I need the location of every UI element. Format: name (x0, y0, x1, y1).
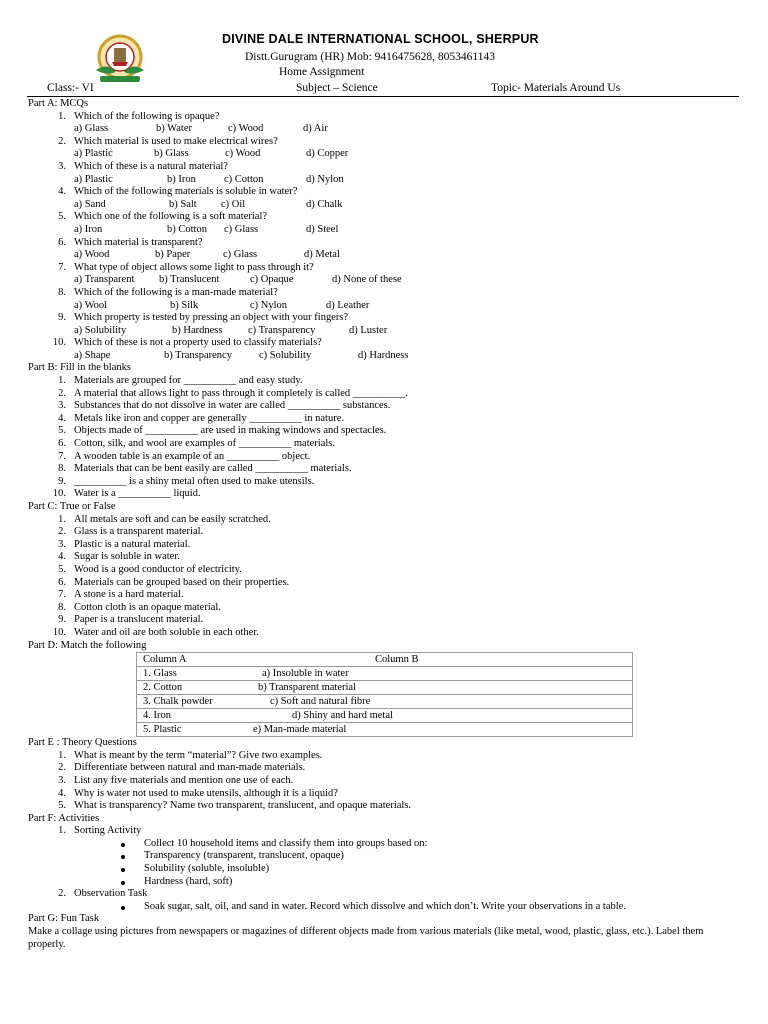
true-false-item (28, 589, 740, 602)
mcq-option: a) Plastic (74, 148, 113, 160)
fill-blank-item (28, 463, 740, 476)
mcq-options (28, 148, 740, 161)
item-number: 8. (58, 601, 66, 613)
question-number: 6. (58, 236, 66, 248)
mcq-option: a) Wood (74, 249, 110, 261)
question-number: 10. (52, 337, 66, 349)
question-text: Which material is used to make electrical wires? (74, 135, 278, 147)
fill-blank-item (28, 476, 740, 489)
question-text: Which of these is not a property used to classify materials? (74, 337, 322, 349)
mcq-option: c) Nylon (250, 299, 288, 311)
mcq-options (28, 174, 740, 187)
true-false-list (28, 514, 740, 640)
item-text: What is transparency? Name two transparent, translucent, and opaque materials. (74, 800, 412, 812)
true-false-item (28, 602, 740, 615)
mcq-option: b) Glass (154, 148, 189, 160)
fill-blank-item (28, 488, 740, 501)
item-number: 3. (58, 538, 66, 550)
mcq-option: d) Leather (326, 299, 370, 311)
theory-question (28, 762, 740, 775)
fill-blank-item (28, 451, 740, 464)
item-number: 7. (58, 589, 66, 601)
match-left: 3. Chalk powder (143, 696, 213, 708)
match-right: d) Shiny and hard metal (292, 710, 393, 722)
mcq-option: c) Glass (224, 223, 259, 235)
class-label: Class:- VI (47, 82, 94, 94)
bullet-item (28, 863, 740, 876)
true-false-item (28, 577, 740, 590)
mcq-option: a) Iron (74, 223, 103, 235)
bullet-text: Hardness (hard, soft) (144, 875, 233, 887)
item-number: 2. (58, 387, 66, 399)
mcq-option: c) Solubility (259, 349, 312, 361)
bullet-dot-icon (121, 855, 125, 859)
theory-question (28, 788, 740, 801)
item-text: List any five materials and mention one use of each. (74, 774, 294, 786)
bullet-dot-icon (121, 881, 125, 885)
item-text: Differentiate between natural and man-made materials. (74, 762, 306, 774)
mcq-option: b) Water (156, 123, 192, 135)
question-text: Which of these is a natural material? (74, 160, 228, 172)
item-number: 7. (58, 450, 66, 462)
item-number: 6. (58, 438, 66, 450)
item-text: Paper is a translucent material. (74, 614, 204, 626)
item-number: 3. (58, 774, 66, 786)
question-number: 2. (58, 135, 66, 147)
question-text: Which of the following materials is soluble in water? (74, 186, 298, 198)
match-row (137, 667, 633, 681)
item-text: Objects made of __________ are used in making windows and spectacles. (74, 425, 387, 437)
true-false-item (28, 514, 740, 527)
fill-blank-item (28, 375, 740, 388)
fill-blanks-list (28, 375, 740, 501)
assignment-title: Home Assignment (279, 66, 365, 78)
mcq-option: d) Luster (349, 324, 388, 336)
mcq-question (28, 262, 740, 275)
mcq-options (28, 350, 740, 363)
column-b-header: Column B (375, 654, 419, 666)
true-false-item (28, 627, 740, 640)
mcq-option: a) Solubility (74, 324, 127, 336)
mcq-question (28, 186, 740, 199)
mcq-option: b) Iron (167, 173, 196, 185)
item-text: Materials are grouped for __________ and easy study. (74, 375, 303, 387)
item-number: 9. (58, 475, 66, 487)
bullet-text: Collect 10 household items and classify them into groups based on: (144, 837, 428, 849)
item-number: 2. (58, 526, 66, 538)
bullet-item (28, 901, 740, 914)
activity-number: 1. (58, 825, 66, 837)
item-text: Substances that do not dissolve in water are called __________ substances. (74, 400, 391, 412)
mcq-option: c) Opaque (250, 274, 294, 286)
question-number: 7. (58, 261, 66, 273)
school-name: DIVINE DALE INTERNATIONAL SCHOOL, SHERPUR (222, 32, 539, 46)
item-text: Cotton cloth is an opaque material. (74, 601, 221, 613)
match-header-row (137, 653, 633, 667)
part-f-title: Part F: Activities (28, 812, 100, 824)
theory-question (28, 750, 740, 763)
true-false-item (28, 564, 740, 577)
question-text: What type of object allows some light to pass through it? (74, 261, 314, 273)
question-text: Which of the following is opaque? (74, 110, 220, 122)
item-text: Sugar is soluble in water. (74, 551, 180, 563)
item-number: 4. (58, 551, 66, 563)
mcq-option: c) Glass (223, 249, 258, 261)
item-text: Cotton, silk, and wool are examples of __________ materials. (74, 438, 335, 450)
match-header-cell (137, 653, 633, 667)
mcq-options (28, 123, 740, 136)
bullet-text: Soak sugar, salt, oil, and sand in water. Record which dissolve and which don’t. Write your observations in a table. (144, 900, 626, 912)
question-number: 5. (58, 211, 66, 223)
part-e-title: Part E : Theory Questions (28, 737, 137, 749)
mcq-question (28, 287, 740, 300)
activity-number: 2. (58, 888, 66, 900)
match-row (137, 695, 633, 709)
item-text: Materials can be grouped based on their properties. (74, 576, 290, 588)
mcq-option: d) Nylon (306, 173, 344, 185)
subject-label: Subject – Science (296, 82, 378, 94)
match-cell (137, 681, 633, 695)
true-false-item (28, 539, 740, 552)
match-right: e) Man-made material (253, 724, 347, 736)
mcq-options (28, 249, 740, 262)
match-row (137, 709, 633, 723)
mcq-option: d) Air (303, 123, 328, 135)
school-logo-icon (88, 32, 152, 88)
item-number: 5. (58, 425, 66, 437)
mcq-option: a) Glass (74, 123, 109, 135)
question-number: 9. (58, 312, 66, 324)
part-d-title: Part D: Match the following (28, 639, 147, 651)
bullet-dot-icon (121, 868, 125, 872)
school-contact: Distt.Gurugram (HR) Mob: 9416475628, 8053461143 (245, 51, 496, 63)
mcq-option: a) Wool (74, 299, 108, 311)
topic-label: Topic- Materials Around Us (491, 82, 621, 94)
mcq-option: a) Transparent (74, 274, 135, 286)
theory-list (28, 750, 740, 813)
match-right: c) Soft and natural fibre (270, 696, 371, 708)
part-b-title: Part B: Fill in the blanks (28, 362, 131, 374)
match-left: 2. Cotton (143, 682, 183, 694)
activity-name: Observation Task (74, 888, 148, 900)
item-text: A material that allows light to pass through it completely is called __________. (74, 387, 408, 399)
mcq-option: d) Hardness (358, 349, 409, 361)
match-table (136, 652, 633, 737)
activity-name: Sorting Activity (74, 825, 142, 837)
match-cell (137, 695, 633, 709)
theory-question (28, 775, 740, 788)
mcq-option: c) Cotton (224, 173, 264, 185)
question-text: Which one of the following is a soft material? (74, 211, 268, 223)
mcq-option: b) Translucent (159, 274, 220, 286)
item-number: 10. (52, 626, 66, 638)
mcq-options (28, 300, 740, 313)
match-left: 4. Iron (143, 710, 171, 722)
part-c-title: Part C: True or False (28, 501, 116, 512)
fun-task-text: Make a collage using pictures from newspapers or magazines of different objects made from various materials (like metal, wood, plastic, glass, etc.). Label them properly. (28, 926, 704, 950)
mcq-option: b) Paper (155, 249, 191, 261)
question-text: Which of the following is a man-made material? (74, 286, 278, 298)
item-number: 8. (58, 463, 66, 475)
mcq-question (28, 237, 740, 250)
mcq-question (28, 161, 740, 174)
mcq-option: b) Salt (169, 198, 197, 210)
item-text: Why is water not used to make utensils, although it is a liquid? (74, 787, 338, 799)
document-header (0, 28, 768, 98)
question-text: Which property is tested by pressing an object with your fingers? (74, 312, 349, 324)
fill-blank-item (28, 438, 740, 451)
item-text: A stone is a hard material. (74, 589, 184, 601)
activity-title (28, 825, 740, 838)
item-text: Materials that can be bent easily are called __________ materials. (74, 463, 352, 475)
bullet-dot-icon (121, 906, 125, 910)
question-number: 8. (58, 286, 66, 298)
activity-bullets (28, 838, 740, 888)
part-a-title: Part A: MCQs (28, 98, 89, 109)
mcq-option: d) None of these (332, 274, 402, 286)
item-number: 10. (52, 488, 66, 500)
item-number: 1. (58, 749, 66, 761)
fill-blank-item (28, 400, 740, 413)
item-number: 5. (58, 563, 66, 575)
mcq-option: b) Hardness (172, 324, 223, 336)
item-text: All metals are soft and can be easily scratched. (74, 513, 271, 525)
mcq-options (28, 325, 740, 338)
fill-blank-item (28, 413, 740, 426)
item-number: 1. (58, 513, 66, 525)
mcq-options (28, 224, 740, 237)
mcq-options (28, 199, 740, 212)
item-number: 4. (58, 412, 66, 424)
item-number: 4. (58, 787, 66, 799)
mcq-question (28, 136, 740, 149)
item-number: 5. (58, 800, 66, 812)
mcq-question (28, 211, 740, 224)
item-number: 2. (58, 762, 66, 774)
mcq-option: d) Metal (304, 249, 340, 261)
item-text: Plastic is a natural material. (74, 538, 191, 550)
match-right: a) Insoluble in water (262, 668, 349, 680)
activity-title (28, 888, 740, 901)
match-row (137, 723, 633, 737)
mcq-option: b) Silk (170, 299, 199, 311)
fill-blank-item (28, 388, 740, 401)
part-g-title: Part G: Fun Task (28, 913, 100, 925)
mcq-list (28, 111, 740, 363)
mcq-option: a) Plastic (74, 173, 113, 185)
mcq-option: a) Sand (74, 198, 106, 210)
activities-list (28, 825, 740, 913)
mcq-question (28, 312, 740, 325)
true-false-item (28, 526, 740, 539)
mcq-question (28, 111, 740, 124)
match-row (137, 681, 633, 695)
bullet-text: Solubility (soluble, insoluble) (144, 863, 270, 875)
column-a-header: Column A (143, 654, 187, 666)
item-number: 6. (58, 576, 66, 588)
mcq-option: a) Shape (74, 349, 111, 361)
bullet-text: Transparency (transparent, translucent, opaque) (144, 850, 344, 862)
item-text: Water is a __________ liquid. (74, 488, 201, 500)
question-text: Which material is transparent? (74, 236, 203, 248)
item-text: What is meant by the term “material”? Give two examples. (74, 749, 323, 761)
true-false-item (28, 614, 740, 627)
item-text: Metals like iron and copper are generally __________ in nature. (74, 412, 344, 424)
match-left: 1. Glass (143, 668, 177, 680)
item-text: Water and oil are both soluble in each other. (74, 626, 259, 638)
mcq-option: d) Steel (306, 223, 339, 235)
item-text: Wood is a good conductor of electricity. (74, 563, 242, 575)
activity-bullets (28, 901, 740, 914)
mcq-question (28, 337, 740, 350)
fill-blank-item (28, 425, 740, 438)
item-text: __________ is a shiny metal often used to make utensils. (74, 475, 315, 487)
mcq-option: c) Wood (228, 123, 264, 135)
assignment-body (28, 98, 740, 951)
item-text: A wooden table is an example of an __________ object. (74, 450, 311, 462)
match-cell (137, 709, 633, 723)
mcq-option: b) Cotton (167, 223, 207, 235)
theory-question (28, 800, 740, 813)
mcq-option: b) Transparency (164, 349, 232, 361)
item-number: 9. (58, 614, 66, 626)
item-number: 1. (58, 375, 66, 387)
match-cell (137, 723, 633, 737)
question-number: 3. (58, 160, 66, 172)
question-number: 4. (58, 186, 66, 198)
true-false-item (28, 551, 740, 564)
mcq-option: d) Chalk (306, 198, 343, 210)
bullet-dot-icon (121, 843, 125, 847)
item-text: Glass is a transparent material. (74, 526, 204, 538)
mcq-option: c) Oil (221, 198, 246, 210)
header-divider (27, 96, 739, 97)
mcq-option: d) Copper (306, 148, 349, 160)
bullet-item (28, 850, 740, 863)
mcq-options (28, 274, 740, 287)
match-right: b) Transparent material (258, 682, 356, 694)
question-number: 1. (58, 110, 66, 122)
match-cell (137, 667, 633, 681)
bullet-item (28, 876, 740, 889)
bullet-item (28, 838, 740, 851)
match-left: 5. Plastic (143, 724, 182, 736)
item-number: 3. (58, 400, 66, 412)
mcq-option: c) Transparency (248, 324, 316, 336)
mcq-option: c) Wood (225, 148, 261, 160)
